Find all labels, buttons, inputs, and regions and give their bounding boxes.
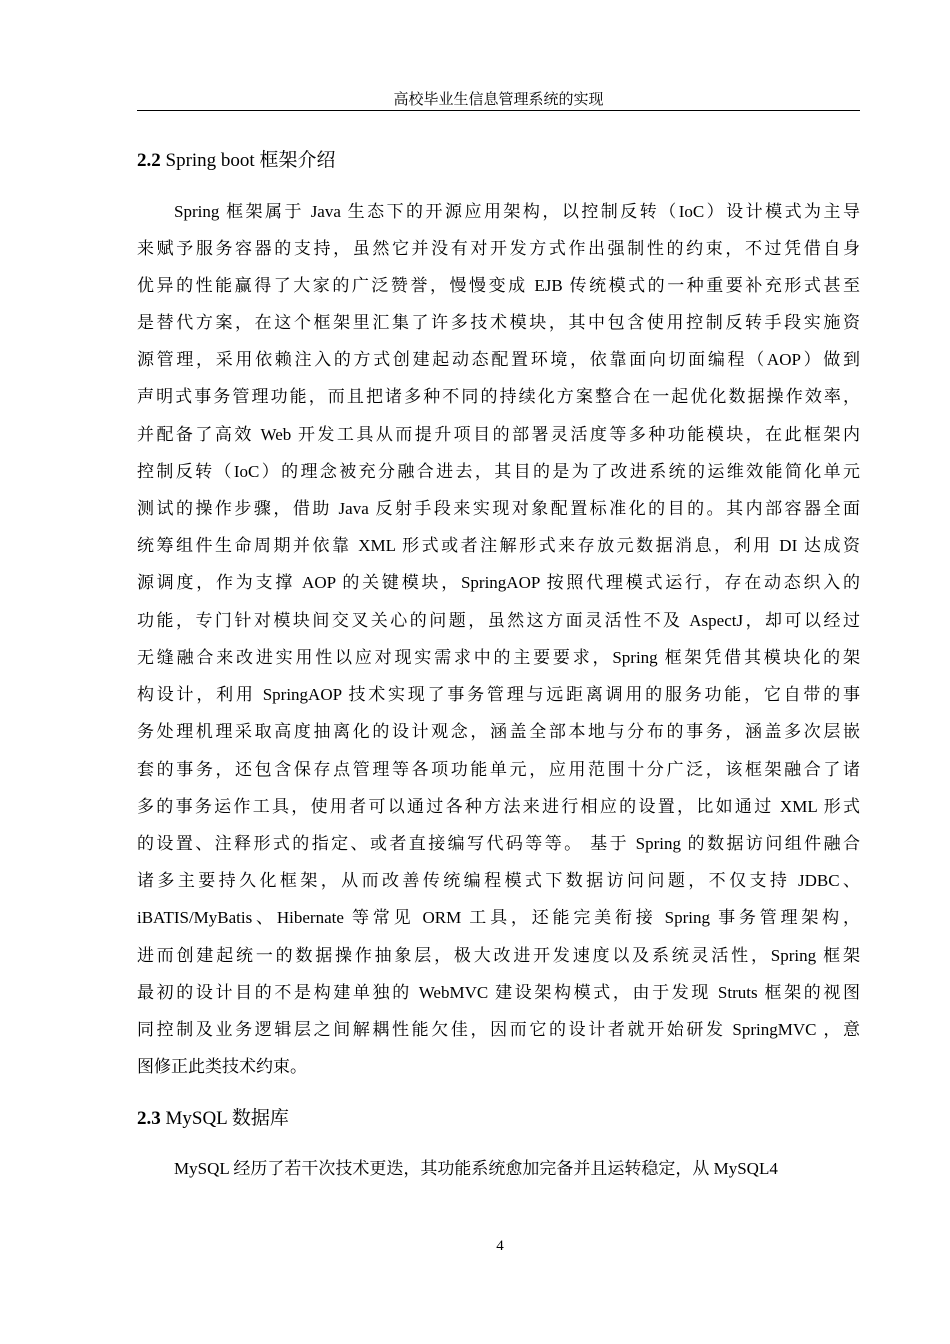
text-line: 图修正此类技术约束。 bbox=[137, 1057, 307, 1076]
text-line: 构设计，利用 SpringAOP 技术实现了事务管理与远距离调用的服务功能，它自带的事 bbox=[137, 685, 860, 704]
section-number: 2.2 bbox=[137, 150, 161, 171]
text-line: 诸多主要持久化框架，从而改善传统编程模式下数据访问问题，不仅支持 JDBC、 bbox=[137, 871, 860, 890]
text-line: 控制反转（IoC）的理念被充分融合进去，其目的是为了改进系统的运维效能简化单元 bbox=[137, 462, 860, 481]
section-heading-2-3 bbox=[137, 1106, 289, 1132]
text-line: 声明式事务管理功能，而且把诸多种不同的持续化方案整合在一起优化数据操作效率， bbox=[137, 387, 860, 406]
section-heading-2-2 bbox=[137, 148, 335, 174]
text-line: 无缝融合来改进实用性以应对现实需求中的主要要求，Spring 框架凭借其模块化的架 bbox=[137, 648, 860, 667]
text-line: 进而创建起统一的数据操作抽象层，极大改进开发速度以及系统灵活性，Spring 框架 bbox=[137, 946, 860, 965]
section-title: Spring boot 框架介绍 bbox=[165, 150, 336, 171]
text-line: 并配备了高效 Web 开发工具从而提升项目的部署灵活度等多种功能模块，在此框架内 bbox=[137, 425, 860, 444]
header-rule bbox=[137, 110, 860, 111]
text-line: 同控制及业务逻辑层之间解耦性能欠佳，因而它的设计者就开始研发 SpringMVC ，意 bbox=[137, 1020, 860, 1039]
text-line: Spring 框架属于 Java 生态下的开源应用架构，以控制反转（IoC）设计模式为主导 bbox=[174, 202, 860, 221]
section-number: 2.3 bbox=[137, 1108, 161, 1129]
text-line: 测试的操作步骤，借助 Java 反射手段来实现对象配置标准化的目的。其内部容器全面 bbox=[137, 499, 860, 518]
text-line: 是替代方案，在这个框架里汇集了许多技术模块，其中包含使用控制反转手段实施资 bbox=[137, 313, 860, 332]
running-header: 高校毕业生信息管理系统的实现 bbox=[393, 92, 604, 108]
text-line: MySQL 经历了若干次技术更迭，其功能系统愈加完备并且运转稳定，从 MySQL4 bbox=[174, 1159, 778, 1178]
text-line: 最初的设计目的不是构建单独的 WebMVC 建设架构模式，由于发现 Struts 框架的视图 bbox=[137, 983, 860, 1002]
text-line: 务处理机理采取高度抽离化的设计观念，涵盖全部本地与分布的事务，涵盖多次层嵌 bbox=[137, 722, 860, 741]
text-line: 的设置、注释形式的指定、或者直接编写代码等等。 基于 Spring 的数据访问组件融合 bbox=[137, 834, 860, 853]
section-title: MySQL 数据库 bbox=[165, 1108, 289, 1129]
text-line: 优异的性能赢得了大家的广泛赞誉，慢慢变成 EJB 传统模式的一种重要补充形式甚至 bbox=[137, 276, 860, 295]
page-number: 4 bbox=[496, 1238, 504, 1254]
text-line: 来赋予服务容器的支持，虽然它并没有对开发方式作出强制性的约束，不过凭借自身 bbox=[137, 239, 860, 258]
text-line: 源管理，采用依赖注入的方式创建起动态配置环境，依靠面向切面编程（AOP）做到 bbox=[137, 350, 860, 369]
text-line: 源调度，作为支撑 AOP 的关键模块，SpringAOP 按照代理模式运行，存在动态织入的 bbox=[137, 573, 860, 592]
text-line: 统筹组件生命周期并依靠 XML 形式或者注解形式来存放元数据消息，利用 DI 达成资 bbox=[137, 536, 860, 555]
text-line: 多的事务运作工具，使用者可以通过各种方法来进行相应的设置，比如通过 XML 形式 bbox=[137, 797, 860, 816]
text-line: 功能，专门针对模块间交叉关心的问题，虽然这方面灵活性不及 AspectJ，却可以经过 bbox=[137, 611, 860, 630]
text-line: iBATIS/MyBatis、Hibernate 等常见 ORM 工具，还能完美衔接 Spring 事务管理架构， bbox=[137, 908, 860, 927]
text-line: 套的事务，还包含保存点管理等各项功能单元，应用范围十分广泛，该框架融合了诸 bbox=[137, 760, 860, 779]
